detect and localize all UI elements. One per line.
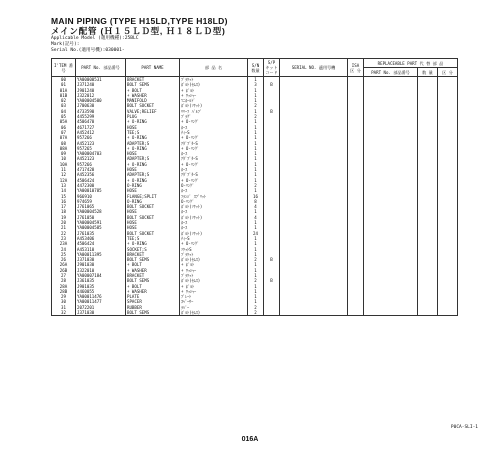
cell-qty: 4 xyxy=(248,204,264,209)
cell-name-jp: + O-ﾘﾝｸﾞ xyxy=(180,241,248,246)
cell-item: 26B xyxy=(52,268,76,273)
cell-name-jp: ﾎﾞﾙﾄ(ｿｹｯﾄ) xyxy=(180,103,248,108)
cell-item: 28B xyxy=(52,289,76,294)
page-number: 016A xyxy=(241,436,259,443)
col-isa: ISA 区 分 xyxy=(348,59,364,77)
cell-name: BOLT SOCKET xyxy=(126,204,180,209)
cell-qty: 1 xyxy=(248,247,264,252)
cell-qty: 1 xyxy=(248,262,264,267)
cell-name-jp: ﾃｨｰS xyxy=(180,130,248,135)
cell-name: + O-RING xyxy=(126,241,180,246)
cell-name: + WASHER xyxy=(126,268,180,273)
cell-name: + BOLT xyxy=(126,88,180,93)
cell-part-no: J371030 xyxy=(76,257,126,262)
cell-part-no: YA00004591 xyxy=(76,220,126,225)
cell-name: HOSE xyxy=(126,209,180,214)
cell-name: HOSE xyxy=(126,151,180,156)
cell-item: 21 xyxy=(52,225,76,230)
cell-name: TEE;S xyxy=(126,130,180,135)
cell-item: 17 xyxy=(52,204,76,209)
cell-name: SOCKET;S xyxy=(126,247,180,252)
cell-item: 18 xyxy=(52,209,76,214)
cell-qty: 1 xyxy=(248,209,264,214)
cell-part-no: J761035 xyxy=(76,231,126,236)
cell-name-jp: ｱﾀﾞﾌﾟﾀｰS xyxy=(180,141,248,146)
cell-empty xyxy=(418,310,438,316)
cell-part-no: 4506424 xyxy=(76,178,126,183)
cell-qty: 1 xyxy=(248,284,264,289)
cell-part-no: 4671727 xyxy=(76,125,126,130)
cell-part-no: A452356 xyxy=(76,172,126,177)
cell-qty: 1 xyxy=(248,109,264,114)
cell-part-no: YA00000531 xyxy=(76,77,126,83)
cell-name: + O-RING xyxy=(126,178,180,183)
cell-name-jp: ｿｹｯﾄS xyxy=(180,247,248,252)
col-item: I'TEM 番 号 xyxy=(52,59,76,77)
cell-item: 08A xyxy=(52,146,76,151)
cell-name-jp: ﾌﾞﾗｹｯﾄ xyxy=(180,77,248,83)
cell-part-no: 4733590 xyxy=(76,109,126,114)
cell-part-no: 4506470 xyxy=(76,119,126,124)
cell-name-jp: ﾎﾞﾙﾄ(ｿｹｯﾄ) xyxy=(180,204,248,209)
cell-part-no: 957266 xyxy=(76,135,126,140)
title-japanese: メイン配管 (Ｈ１５ＬＤ型, Ｈ１８ＬＤ型) xyxy=(51,26,226,36)
parts-table-body xyxy=(52,77,458,316)
cell-qty: 1 xyxy=(248,188,264,193)
cell-part-no: J901240 xyxy=(76,88,126,93)
cell-qty: 1 xyxy=(248,241,264,246)
cell-qty: 2 xyxy=(248,310,264,316)
cell-name-jp: ﾃｨｰS xyxy=(180,236,248,241)
cell-part-no: 4506424 xyxy=(76,241,126,246)
cell-name-jp: ｽﾍﾟｰｻｰ xyxy=(180,299,248,304)
cell-qty: 1 xyxy=(248,172,264,177)
cell-item: 26A xyxy=(52,262,76,267)
cell-item: 08 xyxy=(52,141,76,146)
cell-name: BOLT SEMS xyxy=(126,257,180,262)
cell-name: + O-RING xyxy=(126,162,180,167)
cell-part-no: A453110 xyxy=(76,247,126,252)
cell-name: BOLT SEMS xyxy=(126,278,180,283)
cell-name-jp: ﾎﾞﾙﾄ(ｾﾑｽ) xyxy=(180,257,248,262)
cell-part-no: YA00010785 xyxy=(76,188,126,193)
cell-qty: 1 xyxy=(248,119,264,124)
col-part-name: PART NAME xyxy=(126,59,180,77)
cell-qty: 4 xyxy=(248,215,264,220)
cell-part-no: 974659 xyxy=(76,199,126,204)
cell-qty: 1 xyxy=(248,167,264,172)
cell-item: 07A xyxy=(52,135,76,140)
cell-empty xyxy=(280,310,348,316)
col-qty: S/N 数量 xyxy=(248,59,264,77)
cell-part-no: 2072201 xyxy=(76,305,126,310)
cell-name: O-RING xyxy=(126,199,180,204)
cell-empty xyxy=(364,310,418,316)
cell-name: ADAPTER;S xyxy=(126,172,180,177)
cell-name: BRACKET xyxy=(126,77,180,83)
cell-sp: B xyxy=(264,278,280,283)
footer-code: P0CA-SLI-1 xyxy=(450,425,478,430)
cell-name-jp: + ﾎﾞﾙﾄ xyxy=(180,284,248,289)
applicable-model: Applicable Model (適用機種):25BLC xyxy=(51,36,139,41)
cell-name: HOSE xyxy=(126,125,180,130)
cell-qty: 2 xyxy=(248,257,264,262)
cell-name: + BOLT xyxy=(126,284,180,289)
cell-name-jp: ﾎｰｽ xyxy=(180,209,248,214)
cell-part-no: YA00004528 xyxy=(76,209,126,214)
col-rep-qty: 数 量 xyxy=(418,68,438,77)
cell-name-jp: + ﾎﾞﾙﾄ xyxy=(180,88,248,93)
cell-item: 05 xyxy=(52,114,76,119)
cell-qty: 1 xyxy=(248,125,264,130)
col-rep-part-no: PART No. 部品番号 xyxy=(364,68,418,77)
cell-item: 16 xyxy=(52,199,76,204)
cell-part-no: 4455299 xyxy=(76,114,126,119)
cell-empty xyxy=(348,310,364,316)
cell-item: 03 xyxy=(52,103,76,108)
cell-name-jp: ﾎｰｽ xyxy=(180,188,248,193)
cell-name: + O-RING xyxy=(126,119,180,124)
cell-item: 01B xyxy=(52,93,76,98)
cell-name-jp: ﾎｰｽ xyxy=(180,225,248,230)
serial-range: Serial No.(適用号機):030001- xyxy=(51,48,125,53)
cell-name: BOLT SOCKET xyxy=(126,215,180,220)
cell-qty: 1 xyxy=(248,151,264,156)
cell-name-jp: ﾎﾞﾙﾄ(ｿｹｯﾄ) xyxy=(180,231,248,236)
col-replaceable: REPLACEABLE PART 代 替 部 品 xyxy=(364,59,458,68)
cell-qty: 1 xyxy=(248,88,264,93)
cell-part-no: A452123 xyxy=(76,141,126,146)
cell-name: + WASHER xyxy=(126,289,180,294)
cell-part-no: J761065 xyxy=(76,204,126,209)
cell-name: BRACKET xyxy=(126,273,180,278)
title-english: MAIN PIPING (TYPE H15LD,TYPE H18LD) xyxy=(51,16,228,26)
cell-qty: 2 xyxy=(248,103,264,108)
cell-item: 19 xyxy=(52,215,76,220)
cell-item: 14 xyxy=(52,188,76,193)
cell-item: 12A xyxy=(52,178,76,183)
cell-name: + BOLT xyxy=(126,262,180,267)
cell-item: 24 xyxy=(52,247,76,252)
cell-name: + O-RING xyxy=(126,135,180,140)
col-part-no: PART No. 部品番号 xyxy=(76,59,126,77)
cell-name-jp: ﾘﾘｰﾌ ﾊﾞﾙﾌﾞ xyxy=(180,109,248,114)
cell-part-no: J322010 xyxy=(76,268,126,273)
cell-name-jp: ﾌﾞﾗｹｯﾄ xyxy=(180,252,248,257)
cell-name-jp: ﾎｰｽ xyxy=(180,220,248,225)
cell-item: 23A xyxy=(52,241,76,246)
cell-qty: 1 xyxy=(248,252,264,257)
cell-name: HOSE xyxy=(126,220,180,225)
cell-name: VALVE;RELIEF xyxy=(126,109,180,114)
cell-qty: 1 xyxy=(248,146,264,151)
cell-qty: 16 xyxy=(248,194,264,199)
cell-qty: 1 xyxy=(248,130,264,135)
cell-name: TEE;S xyxy=(126,236,180,241)
cell-name: SPACER xyxy=(126,299,180,304)
cell-name-jp: + ﾜｯｼｬｰ xyxy=(180,268,248,273)
cell-part-no: J371030 xyxy=(76,310,126,316)
cell-part-no: A452123 xyxy=(76,156,126,161)
cell-name-jp: ﾎｰｽ xyxy=(180,167,248,172)
cell-qty: 1 xyxy=(248,294,264,299)
cell-part-no: YA00007184 xyxy=(76,273,126,278)
cell-item: 09 xyxy=(52,151,76,156)
cell-part-no: 4460055 xyxy=(76,289,126,294)
cell-name-jp: ﾎｰｽ xyxy=(180,151,248,156)
cell-part-no: YA00011477 xyxy=(76,299,126,304)
cell-qty: 1 xyxy=(248,268,264,273)
cell-item: 13 xyxy=(52,183,76,188)
cell-item: 25 xyxy=(52,252,76,257)
cell-name: BOLT SEMS xyxy=(126,310,180,316)
cell-qty: 1 xyxy=(248,299,264,304)
cell-qty: 1 xyxy=(248,135,264,140)
cell-name-jp: + O-ﾘﾝｸﾞ xyxy=(180,135,248,140)
cell-part-no: 957265 xyxy=(76,146,126,151)
cell-name-jp: ﾏﾆﾎｰﾙﾄﾞ xyxy=(180,98,248,103)
cell-item: 01A xyxy=(52,88,76,93)
cell-name: BOLT SOCKET xyxy=(126,103,180,108)
cell-qty: 1 xyxy=(248,98,264,103)
cell-name-jp: ﾎﾞﾙﾄ(ｾﾑｽ) xyxy=(180,278,248,283)
cell-qty: 1 xyxy=(248,141,264,146)
cell-qty: 2 xyxy=(248,183,264,188)
cell-name-jp: O-ﾘﾝｸﾞ xyxy=(180,199,248,204)
cell-item: 01 xyxy=(52,82,76,87)
col-rep-group: 区 分 xyxy=(438,68,458,77)
cell-part-no: A452412 xyxy=(76,130,126,135)
cell-part-no: YA00004703 xyxy=(76,151,126,156)
cell-part-no: YA00011476 xyxy=(76,294,126,299)
cell-name-jp: + O-ﾘﾝｸﾞ xyxy=(180,119,248,124)
mark: Mark(記号): xyxy=(51,42,80,47)
cell-qty: 8 xyxy=(248,199,264,204)
cell-item: 05A xyxy=(52,119,76,124)
cell-sp: B xyxy=(264,82,280,87)
cell-qty: 1 xyxy=(248,220,264,225)
cell-part-no: J361035 xyxy=(76,278,126,283)
cell-part-no: 957266 xyxy=(76,162,126,167)
cell-part-no: J901030 xyxy=(76,262,126,267)
cell-item: 28 xyxy=(52,278,76,283)
cell-part-no: J371240 xyxy=(76,82,126,87)
cell-qty: 2 xyxy=(248,278,264,283)
cell-name: HOSE xyxy=(126,167,180,172)
cell-name: MANIFOLD xyxy=(126,98,180,103)
cell-name: + WASHER xyxy=(126,93,180,98)
cell-qty: 2 xyxy=(248,305,264,310)
cell-name: BRACKET xyxy=(126,252,180,257)
cell-item: 02 xyxy=(52,98,76,103)
col-sp-code: S/P キット コード xyxy=(265,60,278,75)
cell-item: 28A xyxy=(52,284,76,289)
cell-item: 11 xyxy=(52,167,76,172)
cell-qty: 1 xyxy=(248,236,264,241)
cell-name: + O-RING xyxy=(126,146,180,151)
cell-part-no: A453406 xyxy=(76,236,126,241)
cell-name: PLATE xyxy=(126,294,180,299)
cell-item: 31 xyxy=(52,305,76,310)
cell-qty: 24 xyxy=(248,231,264,236)
cell-name: FLANGE;SPLIT xyxy=(126,194,180,199)
cell-sp: B xyxy=(264,109,280,114)
cell-item: 30 xyxy=(52,299,76,304)
cell-name-jp: ｱﾀﾞﾌﾟﾀｰS xyxy=(180,156,248,161)
cell-qty: 1 xyxy=(248,225,264,230)
cell-name: BOLT SEMS xyxy=(126,82,180,87)
cell-name-jp: ﾗﾊﾞｰ xyxy=(180,305,248,310)
cell-name: PLUG xyxy=(126,114,180,119)
cell-item: 00 xyxy=(52,77,76,83)
cell-name-jp: + ﾎﾞﾙﾄ xyxy=(180,262,248,267)
cell-name: O-RING xyxy=(126,183,180,188)
cell-part-no: J700630 xyxy=(76,103,126,108)
col-part-name-jp: 部 品 名 xyxy=(180,59,248,77)
cell-qty: 1 xyxy=(248,93,264,98)
cell-name: ADAPTER;S xyxy=(126,141,180,146)
cell-item: 04 xyxy=(52,109,76,114)
cell-name-jp: ﾎｰｽ xyxy=(180,125,248,130)
cell-name-jp: ﾌﾟﾗｸﾞ xyxy=(180,114,248,119)
cell-item: 12 xyxy=(52,172,76,177)
cell-part-no: J322012 xyxy=(76,93,126,98)
parts-table xyxy=(51,58,458,316)
cell-qty: 1 xyxy=(248,178,264,183)
cell-name-jp: + O-ﾘﾝｸﾞ xyxy=(180,162,248,167)
cell-item: 10A xyxy=(52,162,76,167)
cell-name: ADAPTER;S xyxy=(126,156,180,161)
cell-item: 10 xyxy=(52,156,76,161)
cell-name-jp: ﾌﾗﾝｼﾞ ｽﾌﾟﾘｯﾄ xyxy=(180,194,248,199)
cell-name-jp: + O-ﾘﾝｸﾞ xyxy=(180,146,248,151)
cell-item: 26 xyxy=(52,257,76,262)
cell-sp xyxy=(264,310,280,316)
cell-qty: 1 xyxy=(248,77,264,83)
cell-part-no: 4717420 xyxy=(76,167,126,172)
cell-name-jp: ﾌﾞﾗｹｯﾄ xyxy=(180,273,248,278)
cell-item: 06 xyxy=(52,125,76,130)
cell-item: 07 xyxy=(52,130,76,135)
cell-qty: 1 xyxy=(248,162,264,167)
cell-part-no: 966910 xyxy=(76,194,126,199)
cell-name-jp: + ﾜｯｼｬｰ xyxy=(180,93,248,98)
cell-item: 27 xyxy=(52,273,76,278)
cell-qty: 3 xyxy=(248,82,264,87)
table-row xyxy=(52,310,458,316)
cell-item: 23 xyxy=(52,236,76,241)
cell-part-no: J901035 xyxy=(76,284,126,289)
cell-part-no: 4472300 xyxy=(76,183,126,188)
cell-part-no: YA00004585 xyxy=(76,225,126,230)
document-header xyxy=(51,16,471,54)
cell-name: BOLT SOCKET xyxy=(126,231,180,236)
cell-name: RUBBER xyxy=(126,305,180,310)
cell-name-jp: ﾎﾞﾙﾄ(ｿｹｯﾄ) xyxy=(180,215,248,220)
cell-name-jp: O-ﾘﾝｸﾞ xyxy=(180,183,248,188)
cell-empty xyxy=(438,310,458,316)
cell-name-jp: + ﾜｯｼｬｰ xyxy=(180,289,248,294)
col-serial-no: SERIAL NO. 適用号機 xyxy=(280,59,348,77)
cell-name: HOSE xyxy=(126,188,180,193)
cell-name-jp: + O-ﾘﾝｸﾞ xyxy=(180,178,248,183)
cell-part-no: YA00004500 xyxy=(76,98,126,103)
cell-part-no: YA00011395 xyxy=(76,252,126,257)
cell-qty: 2 xyxy=(248,114,264,119)
cell-name-jp: ﾌﾟﾚｰﾄ xyxy=(180,294,248,299)
cell-part-no: J761050 xyxy=(76,215,126,220)
cell-qty: 1 xyxy=(248,156,264,161)
cell-item: 22 xyxy=(52,231,76,236)
cell-qty: 1 xyxy=(248,289,264,294)
cell-name: HOSE xyxy=(126,225,180,230)
cell-sp: B xyxy=(264,257,280,262)
cell-item: 29 xyxy=(52,294,76,299)
cell-item: 32 xyxy=(52,310,76,316)
cell-name-jp: ﾎﾞﾙﾄ(ｾﾑｽ) xyxy=(180,310,248,316)
cell-item: 20 xyxy=(52,220,76,225)
cell-name-jp: ﾎﾞﾙﾄ(ｾﾑｽ) xyxy=(180,82,248,87)
table-header-row xyxy=(52,59,458,68)
cell-item: 15 xyxy=(52,194,76,199)
cell-name-jp: ｱﾀﾞﾌﾟﾀｰS xyxy=(180,172,248,177)
cell-qty: 1 xyxy=(248,273,264,278)
